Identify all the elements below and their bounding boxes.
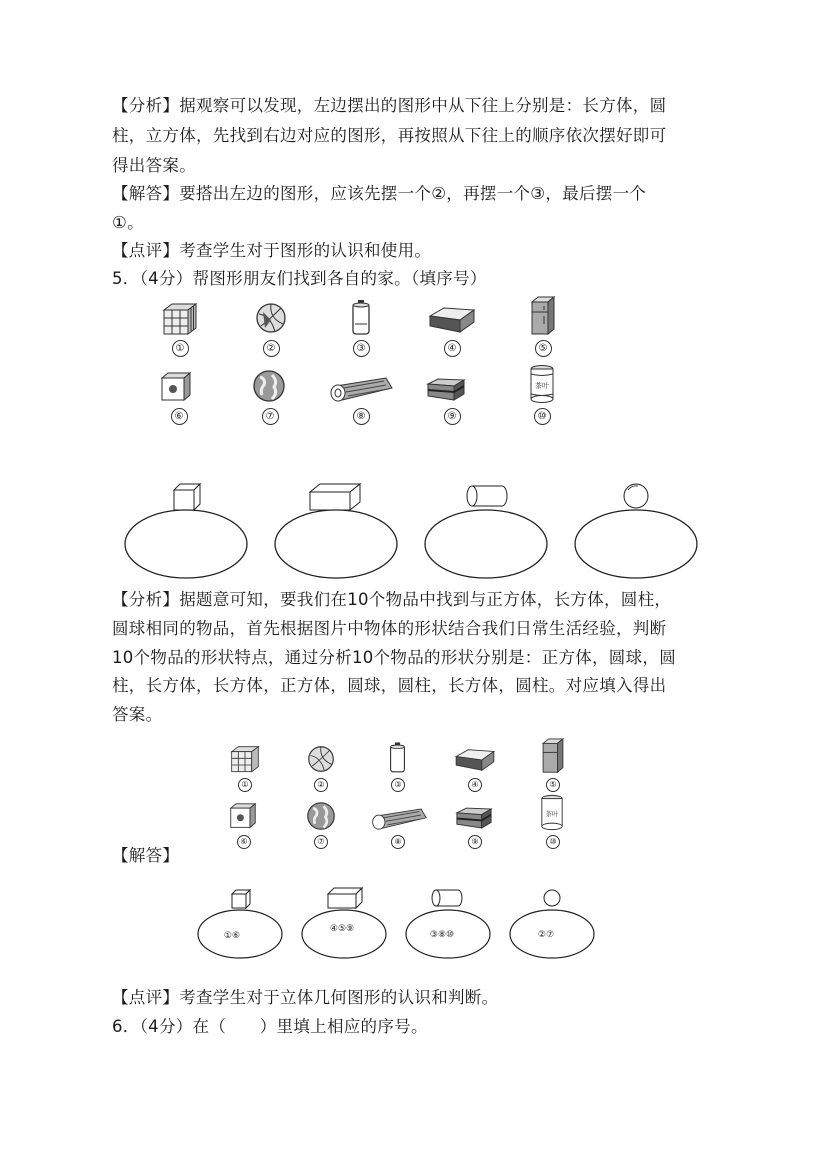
package-icon (426, 378, 466, 402)
tea-can-icon (539, 794, 565, 831)
answer-cube-items: ①⑥ (223, 931, 241, 941)
item-label-7: ⑦ (309, 833, 333, 849)
cube-toy-icon (160, 371, 192, 403)
item-label-9: ⑨ (440, 408, 464, 425)
cuboid-shape-icon (328, 888, 362, 908)
box-icon (454, 748, 496, 772)
tea-can-label: 茶叶 (545, 810, 559, 819)
item-label-6: ⑥ (167, 408, 191, 425)
item-label-10: ⑩ (541, 833, 565, 849)
q4-answer-line-1: 【解答】要搭出左边的图形，应该先摆一个②，再摆一个③，最后摆一个 (112, 184, 647, 203)
log-icon (370, 807, 428, 832)
tea-can-label: 茶叶 (535, 382, 549, 390)
cube-toy-icon (229, 802, 257, 830)
q5-analysis-line-5: 答案。 (112, 705, 163, 724)
item-label-5: ⑤ (531, 340, 555, 357)
volleyball-icon (307, 745, 335, 773)
q4-analysis-line-2: 柱，立方体，先找到右边对应的图形，再按照从下往上的顺序依次摆好即可 (112, 126, 667, 145)
home-cuboid-ellipse (275, 510, 397, 578)
q5-analysis-line-3: 10个物品的形状特点，通过分析10个物品的形状分别是：正方体，圆球，圆 (112, 648, 676, 667)
q5-shape-homes-figure (120, 478, 700, 582)
q4-analysis-line-1: 【分析】据观察可以发现，左边摆出的图形中从下往上分别是：长方体，圆 (112, 96, 667, 115)
tea-can-icon (528, 364, 556, 404)
package-icon (455, 807, 493, 830)
globe-icon (306, 801, 336, 831)
item-label-9: ⑨ (463, 833, 487, 849)
home-cylinder-ellipse (425, 510, 547, 578)
cuboid-shape-icon (310, 484, 360, 510)
battery-icon (388, 742, 407, 774)
q4-comment: 【点评】考查学生对于图形的认识和使用。 (112, 241, 432, 260)
q4-analysis-line-3: 得出答案。 (112, 156, 196, 175)
box-icon (428, 306, 476, 334)
globe-icon (252, 369, 286, 403)
home-sphere-ellipse (575, 510, 697, 578)
answer-cuboid-items: ④⑤⑨ (329, 924, 355, 934)
item-label-6: ⑥ (232, 833, 256, 849)
sphere-shape-icon (624, 484, 648, 508)
answer-cylinder-items: ③⑧⑩ (429, 930, 455, 940)
rubik-cube-icon (162, 302, 198, 338)
item-label-8: ⑧ (349, 408, 373, 425)
item-label-1: ① (168, 340, 192, 357)
item-label-4: ④ (440, 340, 464, 357)
sphere-shape-icon (544, 890, 560, 906)
item-label-1: ① (233, 776, 257, 792)
q5-analysis-line-2: 圆球相同的物品，首先根据图片中物体的形状结合我们日常生活经验，判断 (112, 619, 667, 638)
fridge-icon (541, 738, 565, 774)
item-label-2: ② (259, 340, 283, 357)
q6-question: 6．（4分）在（ ）里填上相应的序号。 (112, 1017, 428, 1036)
q5-analysis-line-4: 柱，长方体，长方体，正方体，圆球，圆柱，长方体，圆柱。对应填入得出 (112, 676, 667, 695)
item-label-3: ③ (349, 340, 373, 357)
q4-answer-line-2: ①。 (112, 213, 144, 232)
cube-shape-icon (174, 484, 200, 510)
cylinder-shape-icon (467, 486, 507, 506)
volleyball-icon (255, 302, 287, 334)
item-label-10: ⑩ (530, 408, 554, 425)
rubik-cube-icon (230, 745, 260, 775)
q5-question: 5．（4分）帮图形朋友们找到各自的家。（填序号） (112, 269, 487, 288)
fridge-icon (530, 296, 556, 336)
item-label-2: ② (309, 776, 333, 792)
cylinder-shape-icon (432, 890, 462, 906)
answer-sphere-items: ②⑦ (537, 930, 555, 940)
cube-shape-icon (232, 890, 250, 908)
home-cube-ellipse (125, 510, 247, 578)
q5-analysis-line-1: 【分析】据题意可知，要我们在10个物品中找到与正方体，长方体，圆柱， (112, 590, 672, 609)
item-label-7: ⑦ (258, 408, 282, 425)
q5-comment: 【点评】考查学生对于立体几何图形的认识和判断。 (112, 988, 499, 1007)
log-icon (328, 376, 394, 404)
battery-icon (350, 300, 372, 336)
item-label-4: ④ (463, 776, 487, 792)
q5-answer-homes-figure (196, 884, 596, 960)
item-label-3: ③ (386, 776, 410, 792)
item-label-8: ⑧ (386, 833, 410, 849)
item-label-5: ⑤ (541, 776, 565, 792)
q5-answer-heading: 【解答】 (112, 846, 180, 865)
